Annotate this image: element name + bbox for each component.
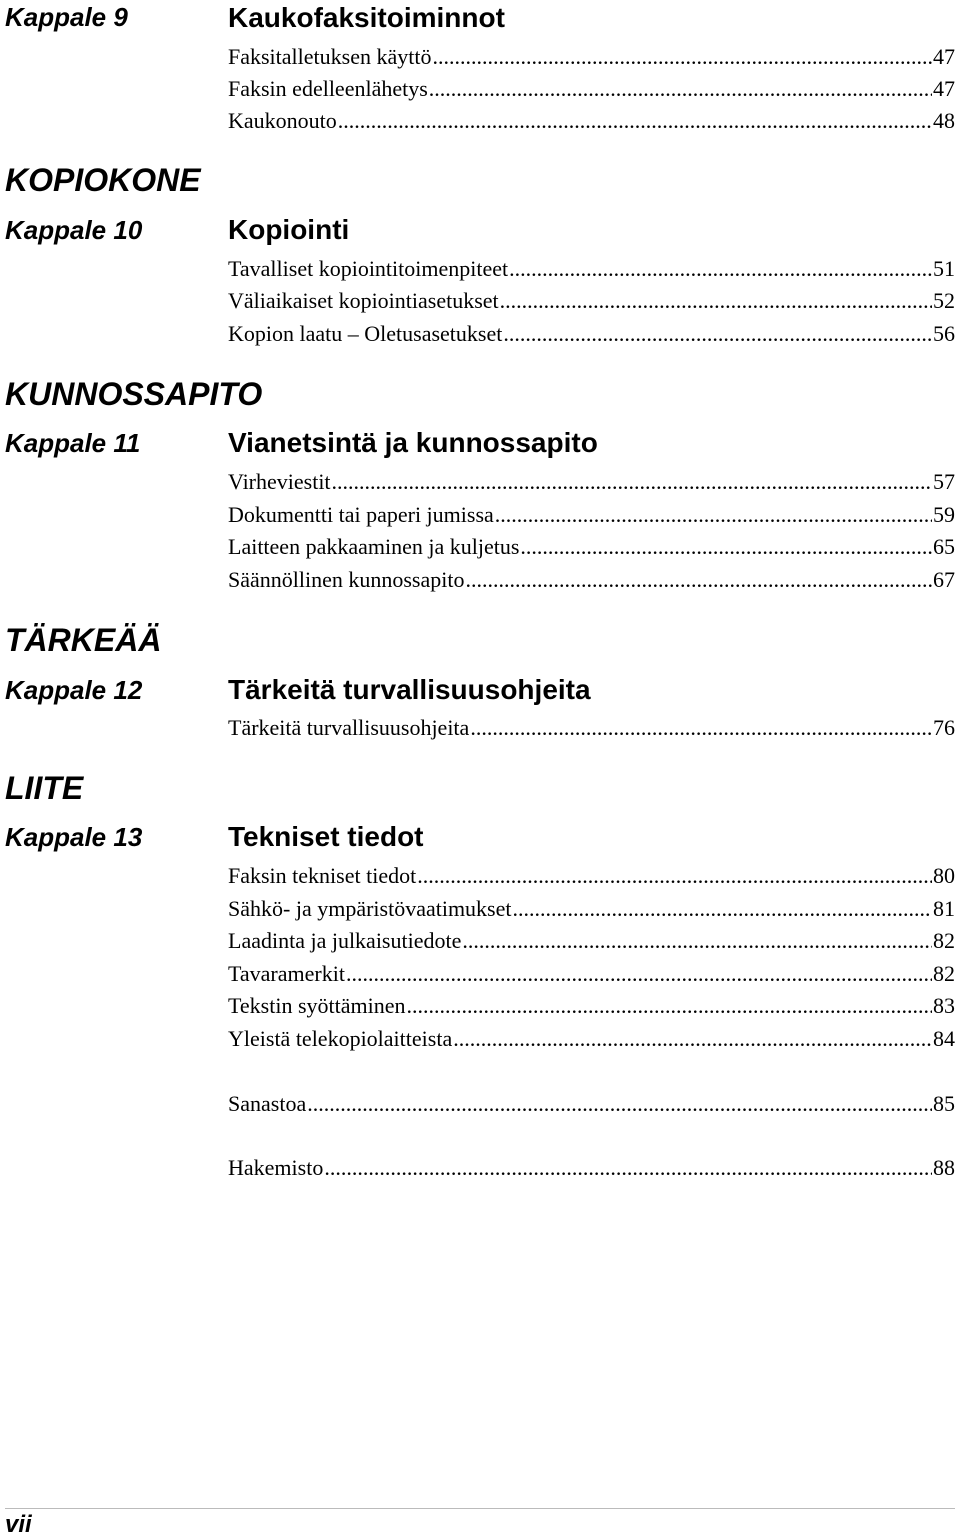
- toc-leader-dots: [495, 500, 932, 530]
- toc-entry[interactable]: [228, 74, 955, 104]
- toc-entry-sanastoa[interactable]: [228, 1089, 955, 1119]
- toc-leader-dots: [332, 467, 932, 497]
- toc-entry-label: Laitteen pakkaaminen ja kuljetus: [228, 534, 520, 559]
- chapter-title-kopiointi: Kopiointi: [228, 214, 350, 245]
- chapter-title-vianetsinta: Vianetsintä ja kunnossapito: [228, 427, 598, 458]
- toc-leader-dots: [462, 926, 932, 956]
- footer-page-number: vii: [5, 1511, 32, 1538]
- chapter-title-turvallisuusohjeita: Tärkeitä turvallisuusohjeita: [228, 674, 591, 705]
- toc-leader-dots: [470, 713, 932, 743]
- section-heading-kopiokone: KOPIOKONE: [5, 162, 201, 198]
- toc-leader-dots: [513, 894, 933, 924]
- toc-entry[interactable]: [228, 500, 955, 530]
- toc-entry-page: 84: [933, 1026, 955, 1051]
- toc-leader-dots: [509, 254, 932, 284]
- toc-entry-page: 82: [933, 928, 955, 953]
- kappale-9-label: Kappale 9: [5, 2, 128, 32]
- chapter-title-tekniset-tiedot: Tekniset tiedot: [228, 821, 424, 852]
- toc-entry-label: Tekstin syöttäminen: [228, 993, 406, 1018]
- toc-entry-label: Faksitalletuksen käyttö: [228, 44, 432, 69]
- toc-entry-label: Sähkö- ja ympäristövaatimukset: [228, 896, 512, 921]
- toc-entry-label: Dokumentti tai paperi jumissa: [228, 502, 494, 527]
- toc-entry-page: 65: [933, 534, 955, 559]
- toc-entry-page: 83: [933, 993, 955, 1018]
- toc-entry-page: 82: [933, 961, 955, 986]
- toc-leader-dots: [520, 532, 932, 562]
- toc-entry[interactable]: [228, 42, 955, 72]
- toc-entry-label: Tärkeitä turvallisuusohjeita: [228, 715, 470, 740]
- footer-divider: [5, 1508, 955, 1509]
- toc-leader-dots: [429, 74, 932, 104]
- section-heading-liite: LIITE: [5, 770, 84, 806]
- toc-entry[interactable]: [228, 319, 955, 349]
- toc-entry-label: Kopion laatu – Oletusasetukset: [228, 321, 503, 346]
- toc-entry-page: 47: [933, 44, 955, 69]
- toc-entry-label: Sanastoa: [228, 1091, 307, 1116]
- toc-entry-label: Hakemisto: [228, 1155, 324, 1180]
- toc-entry[interactable]: [228, 286, 955, 316]
- toc-entry[interactable]: [228, 894, 955, 924]
- toc-entry[interactable]: [228, 926, 955, 956]
- toc-leader-dots: [407, 991, 933, 1021]
- chapter-title-kaukofaksitoiminnot: Kaukofaksitoiminnot: [228, 2, 505, 33]
- toc-entry[interactable]: [228, 1024, 955, 1054]
- toc-entry-page: 76: [933, 715, 955, 740]
- toc-entry-label: Yleistä telekopiolaitteista: [228, 1026, 453, 1051]
- toc-entry-label: Tavalliset kopiointitoimenpiteet: [228, 256, 509, 281]
- toc-entry[interactable]: [228, 713, 955, 743]
- toc-entry[interactable]: [228, 532, 955, 562]
- toc-leader-dots: [338, 106, 932, 136]
- toc-entry-page: 57: [933, 469, 955, 494]
- toc-entry[interactable]: [228, 254, 955, 284]
- toc-leader-dots: [503, 319, 932, 349]
- toc-entry[interactable]: [228, 106, 955, 136]
- kappale-12-label: Kappale 12: [5, 675, 143, 705]
- toc-entry-label: Virheviestit: [228, 469, 331, 494]
- kappale-13-label: Kappale 13: [5, 822, 143, 852]
- toc-leader-dots: [324, 1153, 932, 1183]
- toc-entry-label: Faksin tekniset tiedot: [228, 863, 417, 888]
- toc-entry-page: 52: [933, 288, 955, 313]
- toc-entry-label: Tavaramerkit: [228, 961, 345, 986]
- toc-entry-page: 88: [933, 1155, 955, 1180]
- toc-leader-dots: [500, 286, 932, 316]
- toc-entry-page: 80: [933, 863, 955, 888]
- toc-entry-label: Laadinta ja julkaisutiedote: [228, 928, 462, 953]
- toc-entry-page: 51: [933, 256, 955, 281]
- toc-entry-page: 81: [933, 896, 955, 921]
- toc-entry[interactable]: [228, 991, 955, 1021]
- toc-entry-page: 59: [933, 502, 955, 527]
- toc-leader-dots: [465, 565, 932, 595]
- toc-entry[interactable]: [228, 959, 955, 989]
- kappale-10-label: Kappale 10: [5, 215, 143, 245]
- toc-leader-dots: [417, 861, 932, 891]
- toc-entry-page: 85: [933, 1091, 955, 1116]
- section-heading-kunnossapito: KUNNOSSAPITO: [5, 376, 263, 412]
- toc-entry-page: 56: [933, 321, 955, 346]
- toc-entry-label: Kaukonouto: [228, 108, 337, 133]
- kappale-11-label: Kappale 11: [5, 428, 141, 458]
- toc-entry[interactable]: [228, 861, 955, 891]
- toc-entry-label: Säännöllinen kunnossapito: [228, 567, 465, 592]
- toc-entry[interactable]: [228, 565, 955, 595]
- toc-leader-dots: [307, 1089, 932, 1119]
- section-heading-tarkeaa: TÄRKEÄÄ: [5, 622, 162, 658]
- toc-entry-label: Väliaikaiset kopiointiasetukset: [228, 288, 499, 313]
- toc-leader-dots: [346, 959, 932, 989]
- toc-entry-page: 67: [933, 567, 955, 592]
- toc-entry-label: Faksin edelleenlähetys: [228, 76, 428, 101]
- toc-entry-page: 47: [933, 76, 955, 101]
- toc-entry-hakemisto[interactable]: [228, 1153, 955, 1183]
- toc-leader-dots: [453, 1024, 932, 1054]
- toc-entry[interactable]: [228, 467, 955, 497]
- toc-entry-page: 48: [933, 108, 955, 133]
- toc-leader-dots: [432, 42, 932, 72]
